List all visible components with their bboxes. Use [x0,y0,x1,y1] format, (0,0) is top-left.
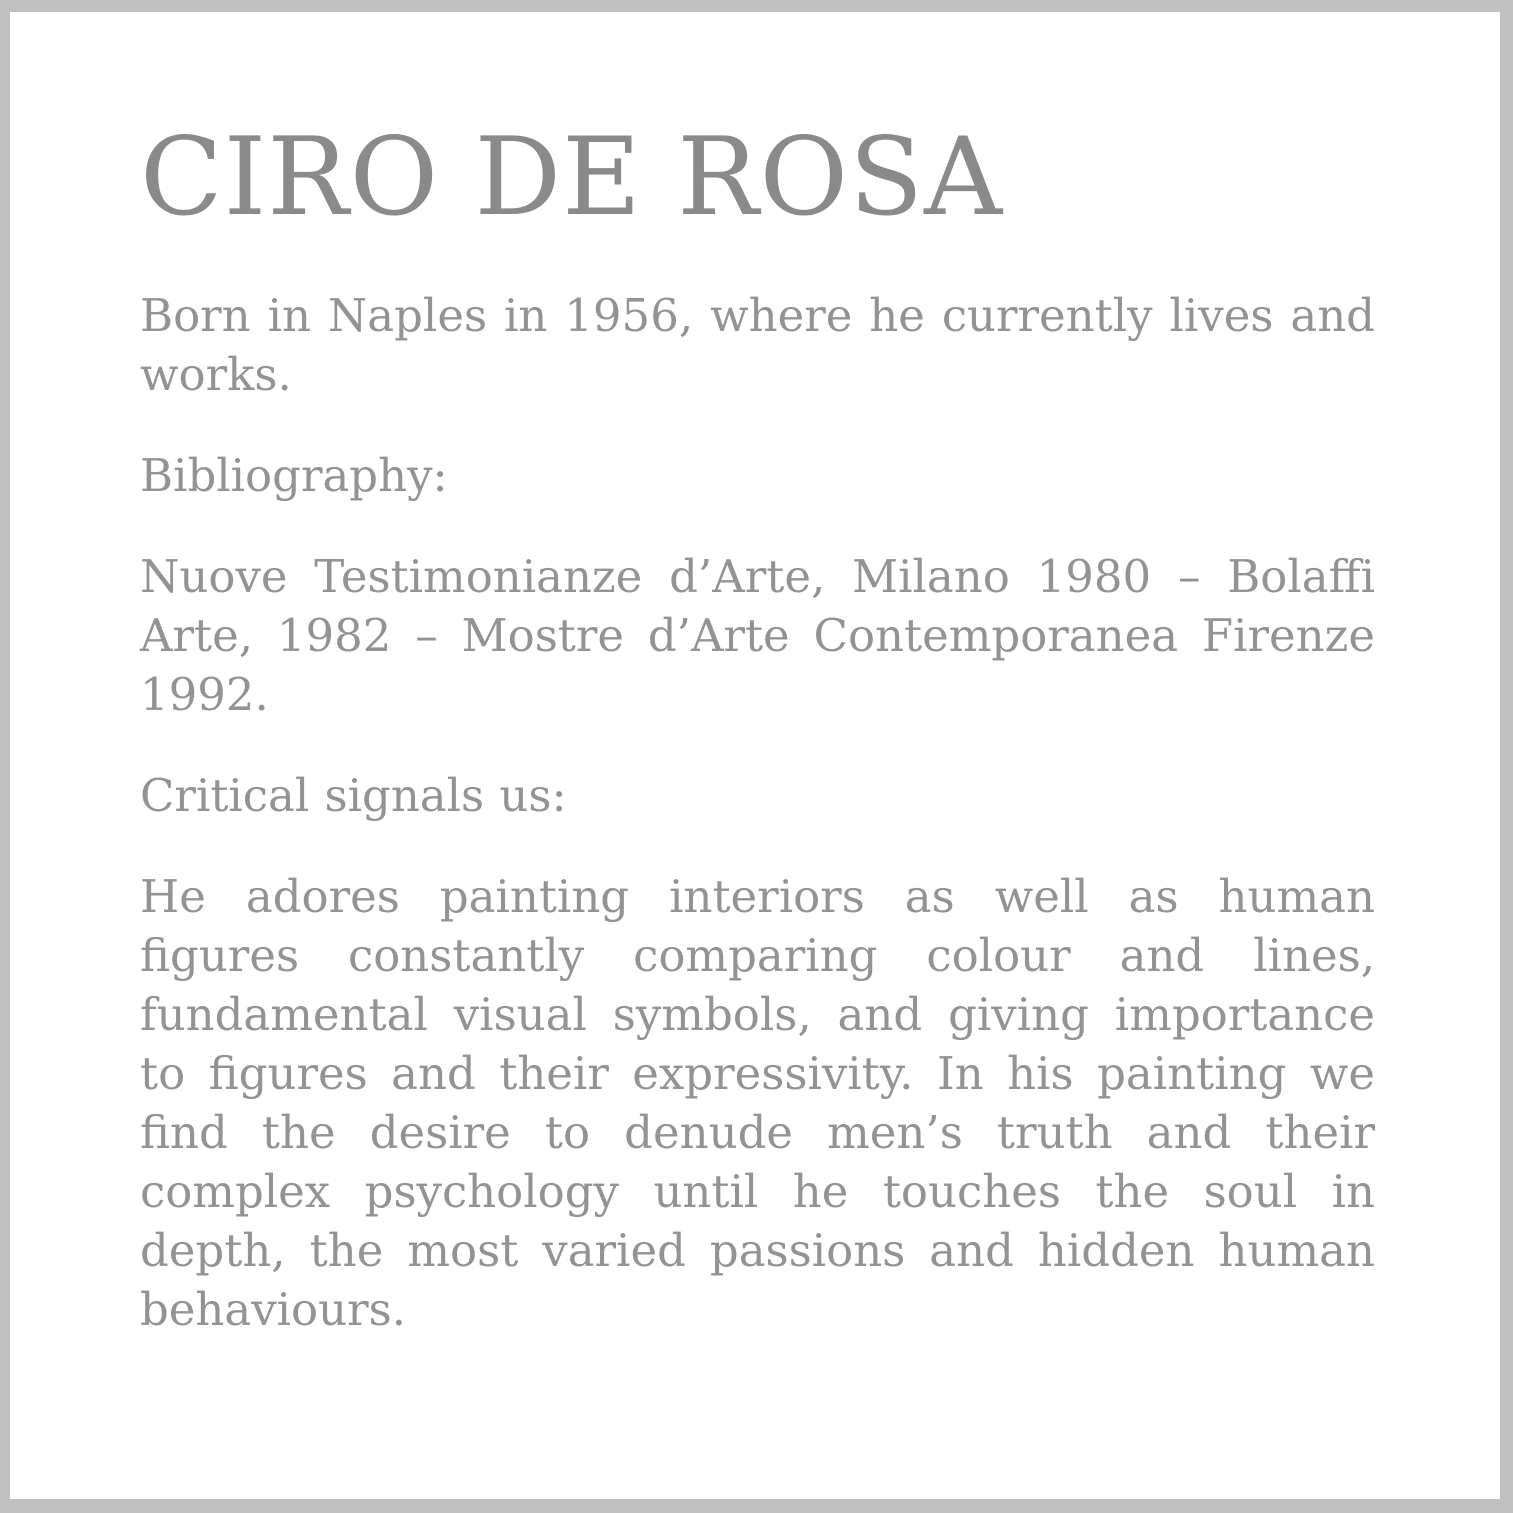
paragraph-critical-label: Critical signals us: [140,769,567,823]
paragraph-bibliography-label: Bibliography: [140,449,448,503]
paragraph-birth-info: Born in Naples in 1956, where he currently lives and works. [140,289,1375,402]
page-title: CIRO DE ROSA [140,115,1004,240]
paragraph-bibliography-entries: Nuove Testimonianze d’Arte, Milano 1980 – Bolaffi Arte, 1982 – Mostre d’Arte Contemporanea Firenze 1992. [140,550,1375,722]
paragraph-critical-description: He adores painting interiors as well as human figures constantly comparing colour and lines, fundamental visual symbols, and giving importance to figures and their expressivity. In his painting we find the desire to denude men’s truth and their complex psychology until he touches the soul in depth, the most varied passions and hidden human behaviours. [140,870,1375,1337]
artist-bio-article [10,12,1500,1339]
